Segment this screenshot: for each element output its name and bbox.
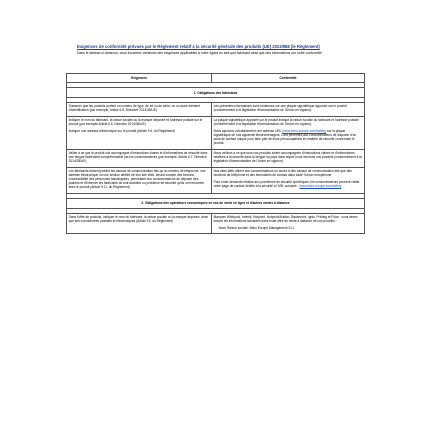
compliance-cell: Marques Whirlpool, Indesit, Hotpoint, Hotpoint/Ariston, Bauknecht, Ignis, Privileg et Polar : vous devez inclure les informations suivantes dans toute offre de vente à distance de nos produits : • Nom/ Raison sociale: Beko Europe Management S.r.l. <box>212 213 365 234</box>
table-row <box>67 116 365 149</box>
intro-text: Dans le tableau ci-dessous, vous trouverez certaines des exigences applicables à notre égard en tant que fabricant ainsi que des informations sur notre conformité : <box>77 50 324 55</box>
compliance-cell: La plaque signalétique apposée sur le produit indique la raison sociale du fabricant et l'adresse postale (conformément à la législation d'harmonisation de l'Union en vigueur). Nous ajoutons volontairement une adresse URL (www.beko-europe.com/safety) sur la plaque signalétique de nos appareils électroménagers. Cela permettra aux consommateurs de disposer d'un point de contact unique pour faire part de leurs préoccupations en matière de sécurité concernant le produit. <box>212 116 365 149</box>
table-row <box>67 213 365 234</box>
header-compliance: Conformité <box>212 74 365 83</box>
compliance-cell: Les présentes informations sont contenues sur une plaque signalétique apposée sur le produit (conformément à la législation d'harmonisation de l'Union en vigueur). <box>212 102 365 116</box>
requirement-cell: Veiller à ce que le produit soit accompagné d'instructions claires et d'informations de sécurité dans une langue facilement compréhensible par les consommateurs (par exemple, Article 6.7, Directive 2014/35/UE) <box>67 149 212 167</box>
safety-link[interactable]: www.beko-europe.com/safety <box>299 183 342 188</box>
compliance-table <box>66 73 365 234</box>
compliance-cell: Nos sites Web offrent aux consommateurs un accès à des canaux de communication tels que des numéros de téléphone et des formulaires de contact dans toute l'Union européenne. Pour toute demande relative aux problèmes de sécurité spécifiques, les consommateurs peuvent visiter notre page de contact dédiée à la sécurité à l'URL suivante : www.beko-europe.com/safety <box>212 167 365 193</box>
requirement-cell: Les fabricants doivent publier les canaux de communication tels qu'un numéro de téléphone, une adresse électronique ou une section dédiée de leur site Web, tenant compte des besoins d'accessibilité des personnes handicapées, permettant aux consommateurs de déposer des plaintes et d'informer les fabricants de tout accident ou problème de sécurité qu'ils ont rencontré avec le produit (Article 9.11, du Règlement) <box>67 167 212 193</box>
safety-link[interactable]: (www.beko-europe.com/safety) <box>282 128 327 133</box>
compliance-cell: Nous veillons à ce que tous nos produits soient accompagnés d'instructions claires et d'informations relatives à la sécurité dans la langue du pays dans lequel nous vendons nos produits (conformément à la législation d'harmonisation de l'Union en vigueur). <box>212 149 365 167</box>
requirement-cell: Indiquer le nom du fabricant, la raison sociale ou la marque déposée et l'adresse postale sur le produit (par exemple Article 6.6, Directive 2014/35/UE) Indiquer une adresse électronique sur le produit (Article 9.6. du Règlement) <box>67 116 212 149</box>
table-row <box>67 167 365 193</box>
header-requirements: Exigences <box>67 74 212 83</box>
table-row <box>67 102 365 116</box>
section-heading-1: 1. Obligations des fabricants <box>67 88 365 97</box>
section-heading-2: 2. Obligations des opérateurs économiques en cas de vente en ligne et d'autres ventes à distance <box>67 199 365 208</box>
requirement-cell: S'assurer que les produits portent un numéro de type, de lot ou de série, ou un autre élément d'identification (par exemple, Article 6.5, Directive 2014/35/UE) <box>67 102 212 116</box>
requirement-cell: Dans l'offre de produits, indiquer le nom du fabricant, la raison sociale ou la marque déposée, ainsi que ses coordonnées postales et électroniques (Article 19, du Règlement) <box>67 213 212 234</box>
document-header <box>77 44 349 55</box>
document-title: Exigences de conformité prévues par le Règlement relatif à la sécurité générale des produits (UE) 2023/988 (le Règlement) <box>77 44 320 49</box>
list-item: • Nom/ Raison sociale: Beko Europe Management S.r.l. <box>219 226 363 230</box>
table-row <box>67 149 365 167</box>
